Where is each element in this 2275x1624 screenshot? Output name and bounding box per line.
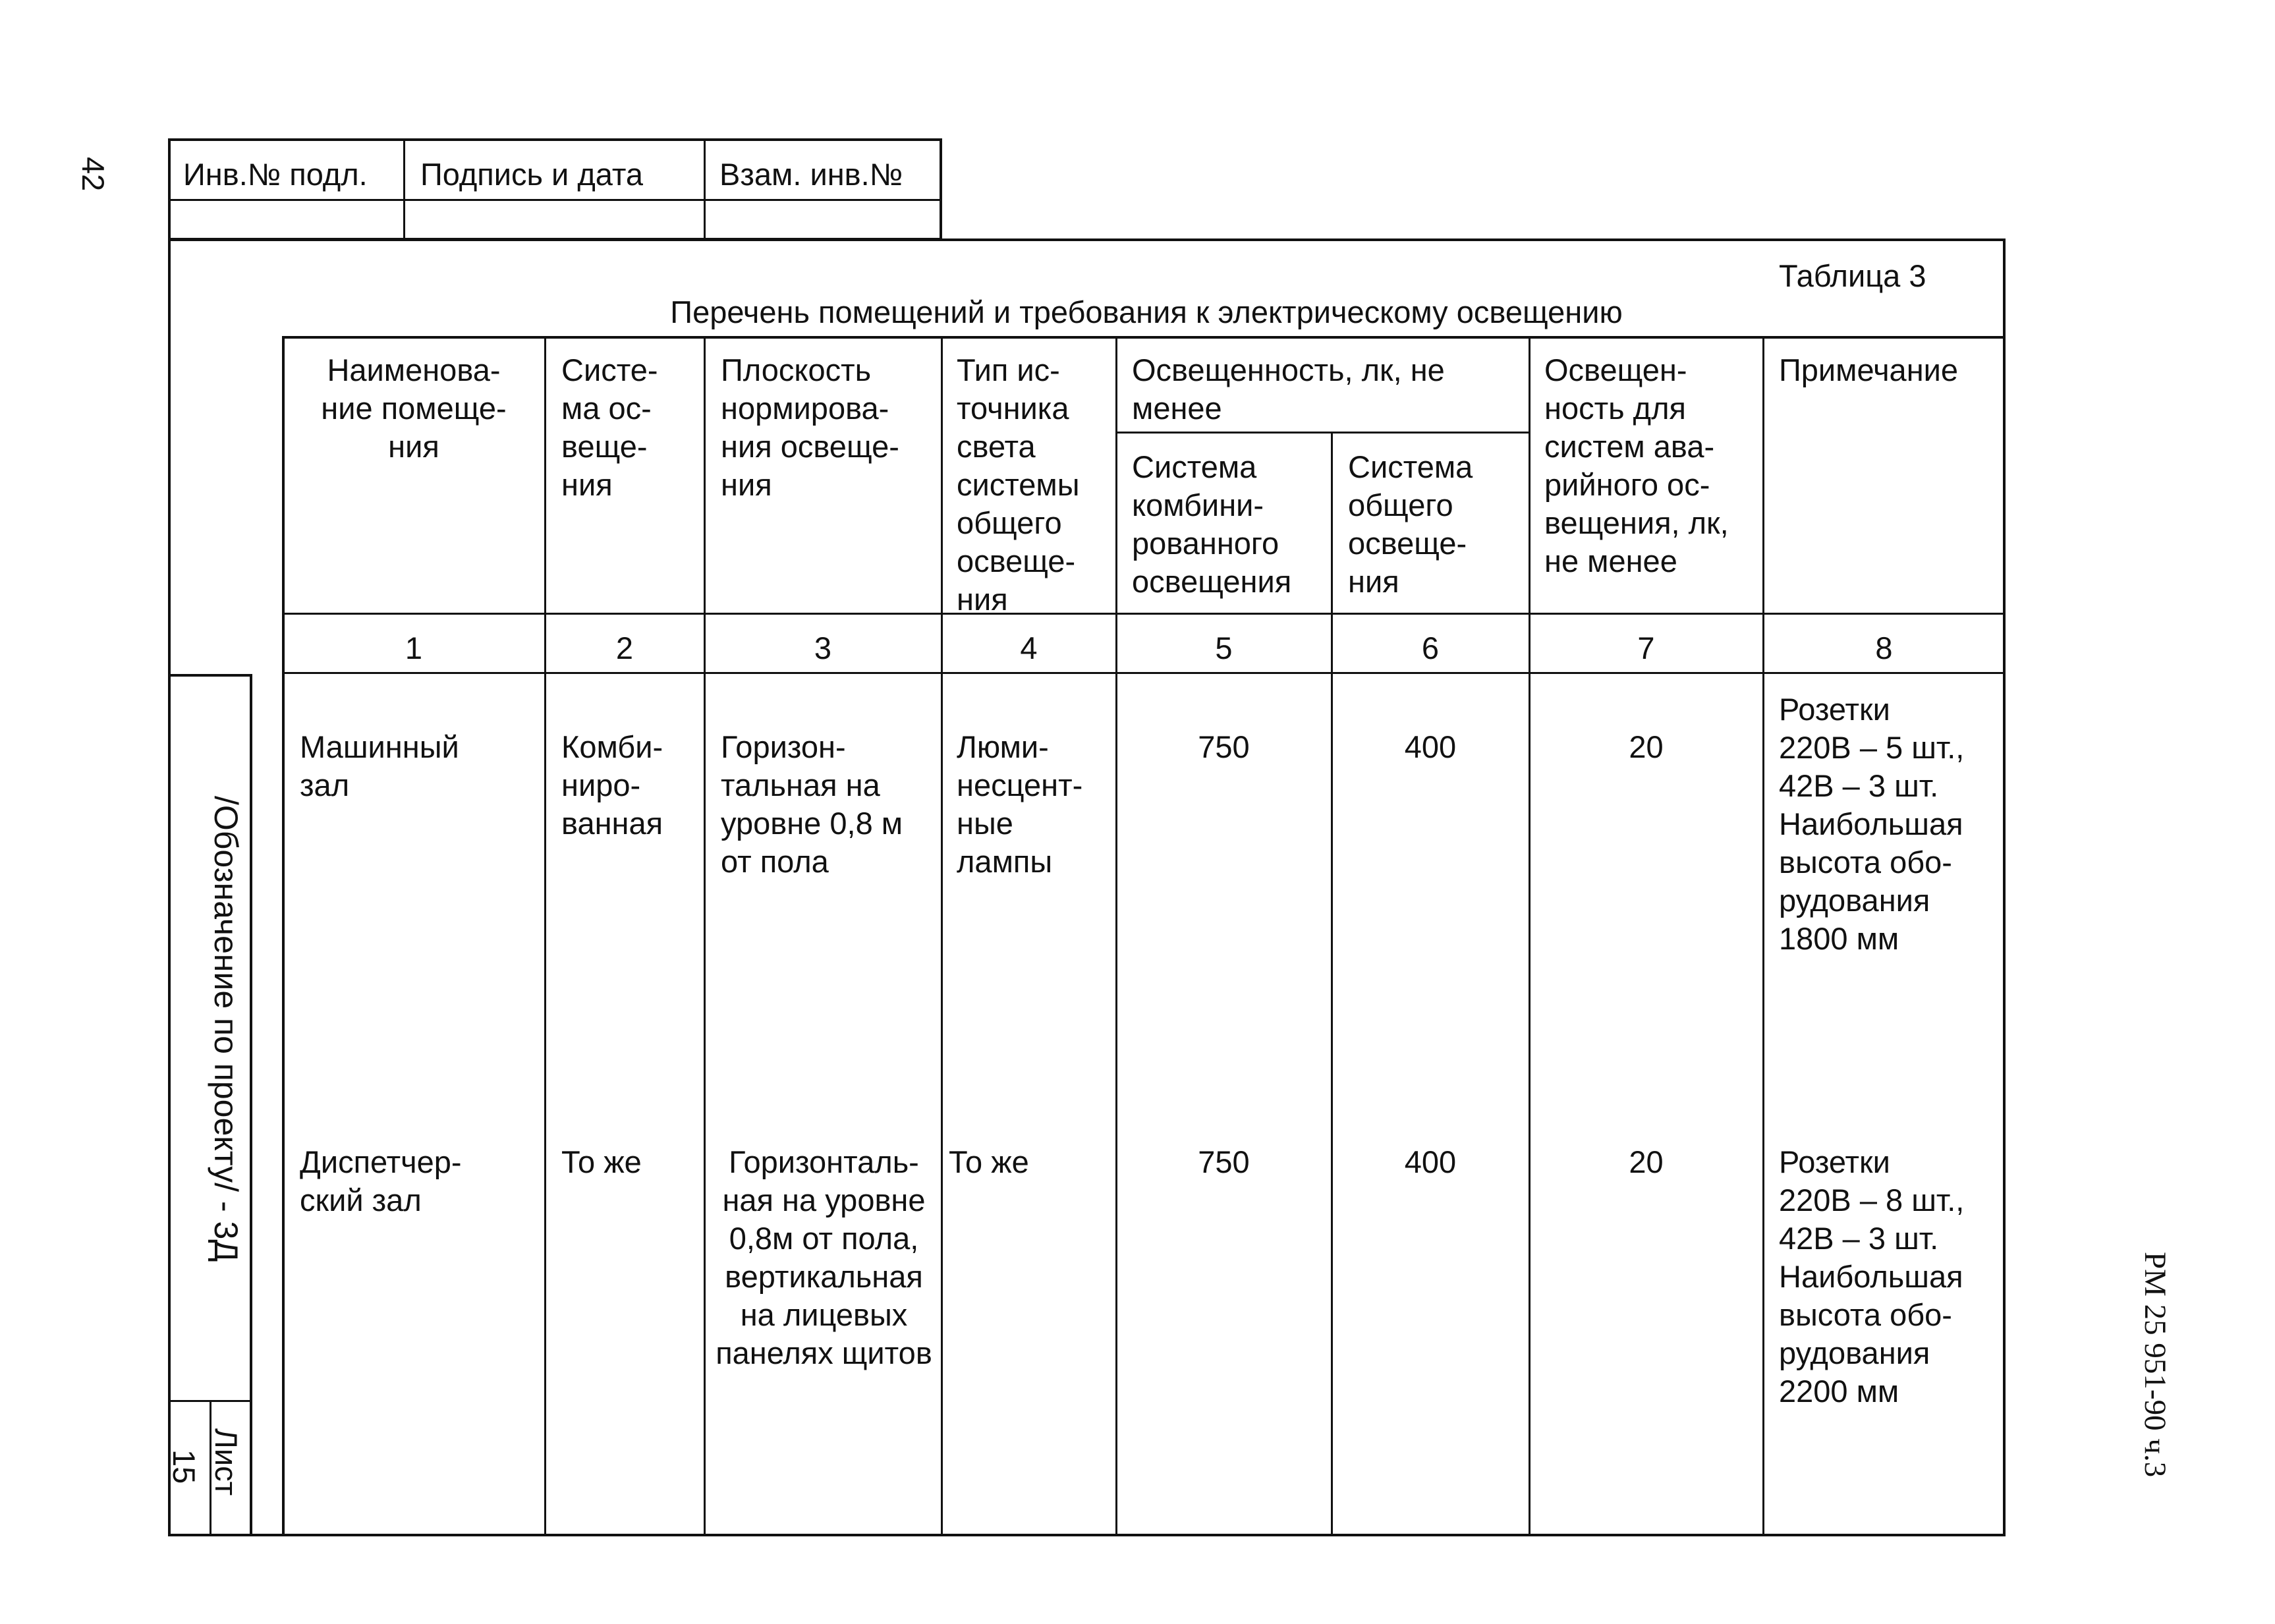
signature-date-label: Подпись и дата — [420, 157, 644, 192]
col-number-2: 2 — [615, 630, 634, 665]
col-number-5: 5 — [1215, 630, 1233, 665]
header-note: Примечание — [1779, 352, 1959, 387]
sheet-number: 15 — [167, 1449, 202, 1484]
row2-source: То же — [949, 1144, 1029, 1179]
row1-general: 400 — [1404, 729, 1457, 764]
row1-emergency: 20 — [1629, 729, 1664, 764]
row2-note: Розетки 220В – 8 шт., 42В – 3 шт. Наибольшая высота обо- рудования 2200 мм — [1779, 1144, 1965, 1409]
col-number-1: 1 — [405, 630, 423, 665]
row1-room: Машинный зал — [300, 729, 459, 802]
header-general-system: Система общего освеще- ния — [1348, 449, 1473, 599]
col-number-3: 3 — [814, 630, 832, 665]
row2-room: Диспетчер- ский зал — [300, 1144, 462, 1218]
header-illuminance-group: Освещенность, лк, не менее — [1132, 352, 1445, 426]
row1-combined: 750 — [1198, 729, 1250, 764]
col-number-6: 6 — [1421, 630, 1440, 665]
header-emergency: Освещен- ность для систем ава- рийного ос- вещения, лк, не менее — [1544, 352, 1729, 578]
document-code: РМ 25 951-90 ч.3 — [2138, 1252, 2172, 1478]
row1-note: Розетки 220В – 5 шт., 42В – 3 шт. Наибольшая высота обо- рудования 1800 мм — [1779, 692, 1965, 956]
row1-source: Люми- несцент- ные лампы — [957, 729, 1083, 879]
table-title: Перечень помещений и требования к электрическому освещению — [670, 294, 1623, 329]
row1-plane: Горизон- тальная на уровне 0,8 м от пола — [721, 729, 903, 879]
col-number-8: 8 — [1875, 630, 1893, 665]
row2-emergency: 20 — [1629, 1144, 1664, 1179]
sheet-label: Лист — [209, 1428, 244, 1496]
row2-system: То же — [561, 1144, 642, 1179]
col-number-7: 7 — [1637, 630, 1655, 665]
row2-general: 400 — [1404, 1144, 1457, 1179]
header-source-type: Тип ис- точника света системы общего освеще- ния — [957, 352, 1080, 617]
header-combined-system: Система комбини- рованного освещения — [1132, 449, 1292, 599]
page-number: 42 — [76, 157, 111, 192]
row2-plane: Горизонталь- ная на уровне 0,8м от пола, вертикальная на лицевых панелях щитов — [716, 1144, 932, 1370]
col-number-4: 4 — [1020, 630, 1038, 665]
row2-combined: 750 — [1198, 1144, 1250, 1179]
row1-system: Комби- ниро- ванная — [561, 729, 663, 841]
header-room-name: Наименова- ние помеще- ния — [321, 352, 507, 464]
inv-no-label: Инв.№ подл. — [183, 157, 368, 192]
designation: /Обозначение по проекту/ - 3Д — [208, 796, 244, 1262]
replaced-inv-label: Взам. инв.№ — [719, 157, 903, 192]
header-norm-plane: Плоскость нормирова- ния освеще- ния — [721, 352, 899, 502]
header-lighting-system: Систе- ма ос- веще- ния — [561, 352, 658, 502]
table-label: Таблица 3 — [1779, 258, 1926, 293]
